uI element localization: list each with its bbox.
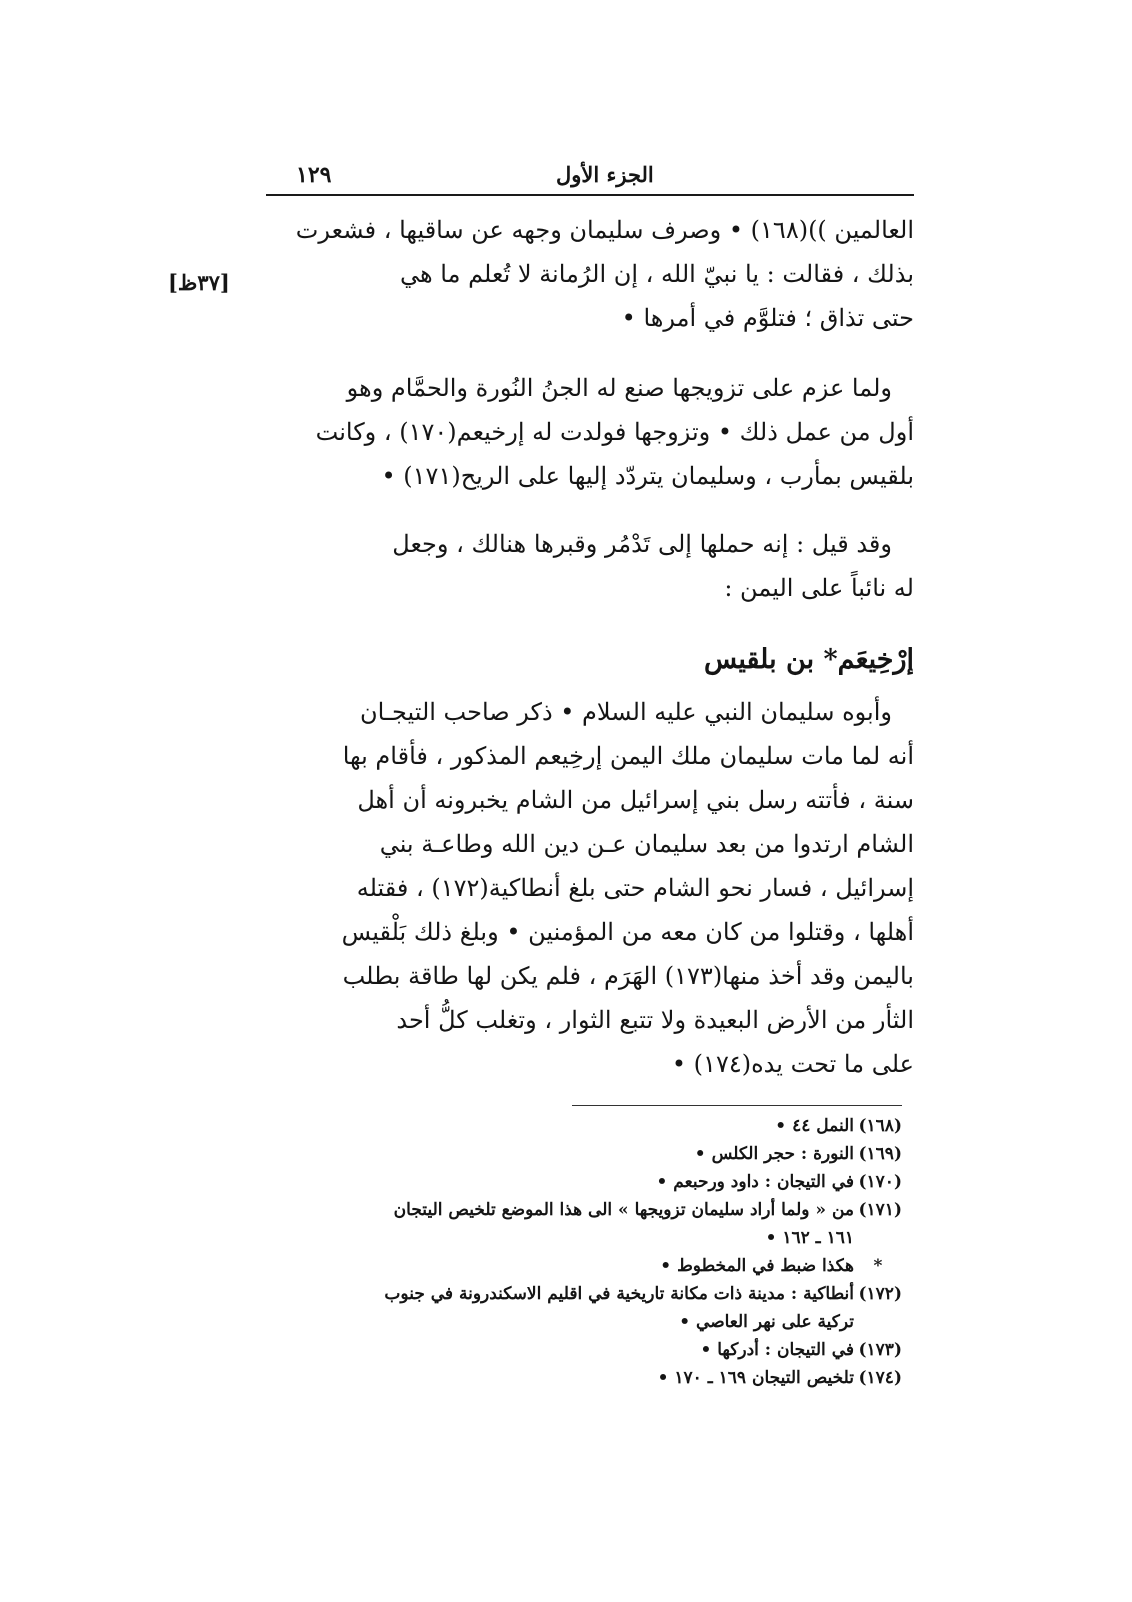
footnote-text: تركية على نهر العاصي •	[679, 1312, 854, 1332]
footnote-star: *	[873, 1256, 883, 1276]
section-heading: إرْخِيعَم* بن بلقيس	[703, 644, 914, 675]
text-line: حتى تذاق ؛ فتلوَّم في أمرها •	[621, 304, 914, 332]
text-line: بلقيس بمأرب ، وسليمان يتردّد إليها على الريح(١٧١) •	[381, 462, 914, 490]
footnote	[250, 1140, 902, 1168]
running-header	[266, 156, 914, 196]
text-line: العالمين ))(١٦٨) • وصرف سليمان وجهه عن ساقيها ، فشعرت	[295, 216, 914, 244]
footnote	[250, 1364, 902, 1392]
margin-folio-note: [٣٧ظ]	[168, 270, 230, 295]
footnote-text: تلخيص التيجان ١٦٩ ـ ١٧٠ •	[657, 1368, 854, 1388]
footnote-number: (١٦٨)	[858, 1116, 902, 1136]
footnote-text: في التيجان : داود ورحبعم •	[656, 1172, 854, 1192]
footnote-number: (١٧٤)	[858, 1368, 902, 1388]
footnote-text: من « ولما أراد سليمان تزويجها » الى هذا الموضع تلخيص اليتجان	[393, 1200, 854, 1220]
section-paragraph	[266, 690, 914, 1086]
footnote-text: أنطاكية : مدينة ذات مكانة تاريخية في اقليم الاسكندرونة في جنوب	[384, 1284, 854, 1304]
text-line: الشام ارتدوا من بعد سليمان عـن دين الله وطاعـة بني	[379, 830, 914, 858]
footnote-text: النمل ٤٤ •	[775, 1116, 854, 1136]
footnote-text: النورة : حجر الكلس •	[694, 1144, 854, 1164]
paragraph-1	[266, 208, 914, 340]
text-line: أهلها ، وقتلوا من كان معه من المؤمنين • وبلغ ذلك بَلْقيس	[341, 918, 914, 946]
header-rule	[266, 194, 914, 196]
footnote	[250, 1168, 902, 1196]
text-line: بذلك ، فقالت : يا نبيّ الله ، إن الرُمانة لا تُعلم ما هي	[399, 260, 914, 288]
paragraph-2	[266, 366, 914, 498]
text-line: باليمن وقد أخذ منها(١٧٣) الهَرَم ، فلم يكن لها طاقة بطلب	[342, 962, 914, 990]
text-line: وأبوه سليمان النبي عليه السلام • ذكر صاحب التيجـان	[360, 698, 892, 726]
footnote-text: ١٦١ ـ ١٦٢ •	[765, 1228, 854, 1248]
footnote	[250, 1336, 902, 1364]
text-line: على ما تحت يده(١٧٤) •	[671, 1050, 914, 1078]
footnote-text: في التيجان : أدركها •	[700, 1340, 854, 1360]
footnotes	[250, 1112, 902, 1392]
running-title: الجزء الأول	[556, 162, 654, 187]
footnote-continuation	[250, 1308, 902, 1336]
text-line: إسرائيل ، فسار نحو الشام حتى بلغ أنطاكية(١٧٢) ، فقتله	[356, 874, 914, 902]
footnote-number: (١٧٠)	[858, 1172, 902, 1192]
text-line: وقد قيل : إنه حملها إلى تَدْمُر وقبرها هنالك ، وجعل	[392, 530, 892, 558]
page-number: ١٢٩	[296, 162, 332, 188]
footnote-continuation	[250, 1224, 902, 1252]
text-line: ولما عزم على تزويجها صنع له الجنُ النُورة والحمَّام وهو	[346, 374, 892, 402]
text-line: أنه لما مات سليمان ملك اليمن إرخِيعم المذكور ، فأقام بها	[342, 742, 914, 770]
footnote	[250, 1252, 902, 1280]
paragraph-3	[266, 522, 914, 610]
footnote-rule	[572, 1105, 902, 1106]
footnote-text: هكذا ضبط في المخطوط •	[660, 1256, 854, 1276]
text-line: له نائباً على اليمن :	[724, 574, 914, 602]
text-line: الثأر من الأرض البعيدة ولا تتبع الثوار ، وتغلب كلُّ أحد	[396, 1006, 914, 1034]
text-line: أول من عمل ذلك • وتزوجها فولدت له إرخيعم(١٧٠) ، وكانت	[315, 418, 914, 446]
text-line: سنة ، فأتته رسل بني إسرائيل من الشام يخبرونه أن أهل	[357, 786, 914, 814]
footnote	[250, 1280, 902, 1308]
footnote-number: (١٦٩)	[858, 1144, 902, 1164]
footnote	[250, 1196, 902, 1224]
footnote-number: (١٧٢)	[858, 1284, 902, 1304]
footnote-number: (١٧٣)	[858, 1340, 902, 1360]
footnote-number: (١٧١)	[858, 1200, 902, 1220]
footnote	[250, 1112, 902, 1140]
